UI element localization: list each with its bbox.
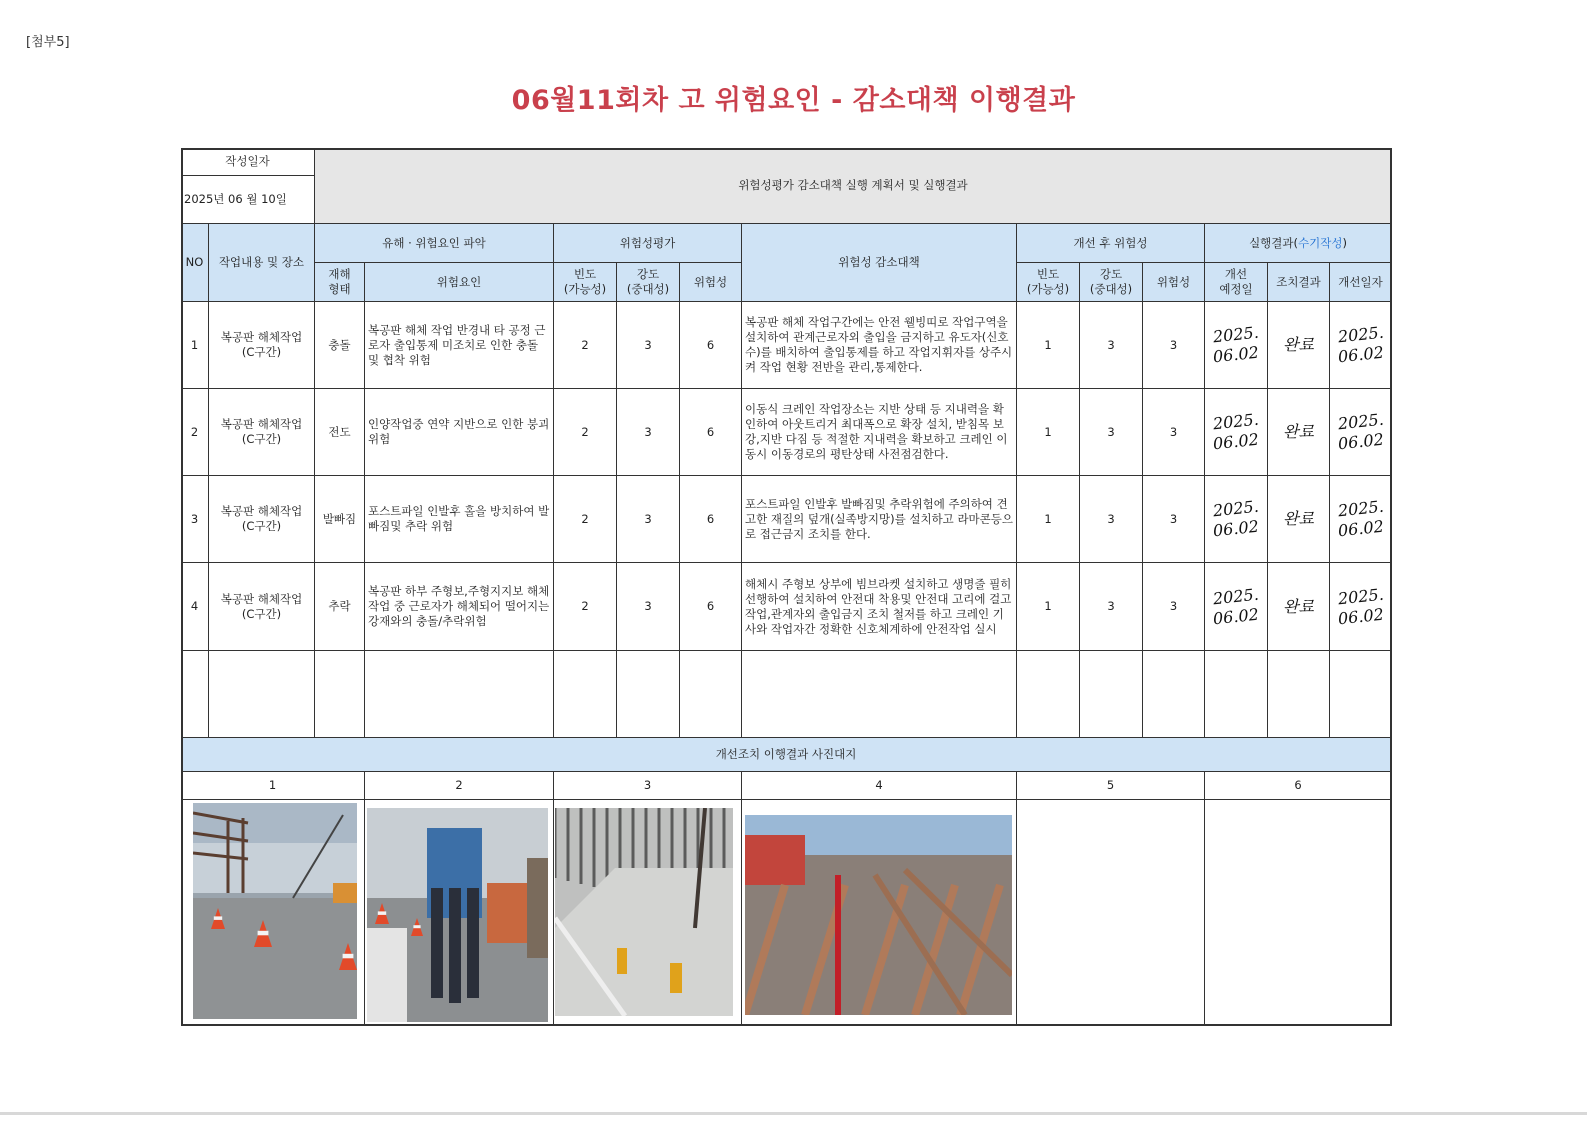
risk-assessment-table <box>181 148 1392 1026</box>
row-planned-date-handwritten <box>1205 563 1268 651</box>
date-value: 2025년 06 월 10일 <box>181 176 315 224</box>
row-after-severity: 3 <box>1080 563 1143 651</box>
col-frequency: 빈도 (가능성) <box>554 263 617 302</box>
photo-number: 6 <box>1205 772 1392 800</box>
empty-cell <box>1205 651 1268 738</box>
row-after-risk: 3 <box>1143 476 1205 563</box>
col-after-group: 개선 후 위험성 <box>1017 224 1205 263</box>
photo-1-image <box>193 803 357 1019</box>
photo-2-image <box>367 808 548 1022</box>
row-risk: 6 <box>680 476 742 563</box>
photo-3-image <box>555 808 733 1016</box>
empty-cell <box>209 651 315 738</box>
photo-number: 4 <box>742 772 1017 800</box>
row-after-frequency: 1 <box>1017 563 1080 651</box>
row-measures: 복공판 해체 작업구간에는 안전 웰빙띠로 작업구역을 설치하여 관계근로자외 출입을 금지하고 유도자(신호수)를 배치하여 출입통제를 하고 작업지휘자를 상주시켜 작업 현황 전반을 관리,통제한다. <box>742 302 1017 389</box>
row-no: 1 <box>181 302 209 389</box>
row-severity: 3 <box>617 476 680 563</box>
handwritten-text: 06.02 <box>1336 516 1385 541</box>
row-no: 3 <box>181 476 209 563</box>
handwritten-text: 06.02 <box>1336 429 1385 454</box>
row-work: 복공판 해체작업 (C구간) <box>209 563 315 651</box>
col-result-group <box>1205 224 1392 263</box>
row-no: 4 <box>181 563 209 651</box>
col-risk-group: 위험성평가 <box>554 224 742 263</box>
row-hazard: 포스트파일 인발후 홀을 방치하여 발빠짐및 추락 위험 <box>365 476 554 563</box>
handwritten-text: 2025. <box>1212 322 1260 347</box>
handwritten-text: 2025. <box>1336 322 1385 347</box>
handwritten-note-label: 수기작성 <box>1298 235 1343 250</box>
empty-cell <box>315 651 365 738</box>
row-work: 복공판 해체작업 (C구간) <box>209 389 315 476</box>
handwritten-text: 2025. <box>1212 409 1260 434</box>
col-after-frequency: 빈도 (가능성) <box>1017 263 1080 302</box>
empty-cell <box>1330 651 1392 738</box>
empty-cell <box>1143 651 1205 738</box>
col-hazard: 위험요인 <box>365 263 554 302</box>
row-risk: 6 <box>680 302 742 389</box>
row-work: 복공판 해체작업 (C구간) <box>209 476 315 563</box>
row-after-frequency: 1 <box>1017 302 1080 389</box>
row-after-frequency: 1 <box>1017 389 1080 476</box>
document-title: 위험성평가 감소대책 실행 계획서 및 실행결과 <box>315 148 1392 224</box>
photo-number: 1 <box>181 772 365 800</box>
row-after-frequency: 1 <box>1017 476 1080 563</box>
row-after-risk: 3 <box>1143 389 1205 476</box>
row-planned-date-handwritten <box>1205 389 1268 476</box>
handwritten-text: 2025. <box>1336 409 1385 434</box>
empty-cell <box>1268 651 1330 738</box>
row-frequency: 2 <box>554 302 617 389</box>
row-frequency: 2 <box>554 563 617 651</box>
row-after-severity: 3 <box>1080 476 1143 563</box>
col-after-severity: 강도 (중대성) <box>1080 263 1143 302</box>
col-after-risk: 위험성 <box>1143 263 1205 302</box>
photo-cell <box>1017 800 1205 1026</box>
photo-4-image <box>745 815 1012 1015</box>
row-measures: 이동식 크레인 작업장소는 지반 상태 등 지내력을 확인하여 아웃트리거 최대폭으로 확장 설치, 받침목 보강,지반 다짐 등 적절한 지내력을 확보하고 크레인 이동시 이동경로의 평탄상태 사전점검한다. <box>742 389 1017 476</box>
row-action-result-handwritten: 완료 <box>1268 389 1330 476</box>
row-planned-date-handwritten <box>1205 476 1268 563</box>
col-measures: 위험성 감소대책 <box>742 224 1017 302</box>
row-improved-date-handwritten <box>1330 563 1392 651</box>
row-after-risk: 3 <box>1143 563 1205 651</box>
row-after-severity: 3 <box>1080 302 1143 389</box>
empty-cell <box>680 651 742 738</box>
handwritten-text: 06.02 <box>1212 604 1260 628</box>
row-planned-date-handwritten <box>1205 302 1268 389</box>
photo-section-title: 개선조치 이행결과 사진대지 <box>181 738 1392 772</box>
row-action-result-handwritten: 완료 <box>1268 302 1330 389</box>
col-severity: 강도 (중대성) <box>617 263 680 302</box>
handwritten-text: 2025. <box>1212 496 1260 521</box>
row-hazard: 인양작업중 연약 지반으로 인한 붕괴위험 <box>365 389 554 476</box>
row-frequency: 2 <box>554 476 617 563</box>
row-severity: 3 <box>617 389 680 476</box>
row-improved-date-handwritten <box>1330 302 1392 389</box>
empty-cell <box>1017 651 1080 738</box>
empty-cell <box>1080 651 1143 738</box>
date-label: 작성일자 <box>181 148 315 176</box>
result-group-text: 실행결과( <box>1249 235 1298 250</box>
row-accident-type: 충돌 <box>315 302 365 389</box>
col-accident-type: 재해 형태 <box>315 263 365 302</box>
row-no: 2 <box>181 389 209 476</box>
row-accident-type: 발빠짐 <box>315 476 365 563</box>
attachment-label: [첨부5] <box>26 35 70 50</box>
col-risk: 위험성 <box>680 263 742 302</box>
row-hazard: 복공판 하부 주형보,주형지지보 해체 작업 중 근로자가 해체되어 떨어지는 강재와의 충돌/추락위험 <box>365 563 554 651</box>
col-hazard-group: 유해 · 위험요인 파악 <box>315 224 554 263</box>
empty-cell <box>365 651 554 738</box>
row-accident-type: 전도 <box>315 389 365 476</box>
handwritten-text: 2025. <box>1336 584 1385 608</box>
col-no: NO <box>181 224 209 302</box>
empty-cell <box>181 651 209 738</box>
row-frequency: 2 <box>554 389 617 476</box>
row-hazard: 복공판 해체 작업 반경내 타 공정 근로자 출입통제 미조치로 인한 충돌 및 협착 위험 <box>365 302 554 389</box>
row-risk: 6 <box>680 389 742 476</box>
page-bottom-edge <box>0 1112 1587 1115</box>
handwritten-text: 06.02 <box>1212 516 1260 541</box>
empty-cell <box>742 651 1017 738</box>
handwritten-text: 06.02 <box>1336 604 1385 628</box>
row-action-result-handwritten: 완료 <box>1268 476 1330 563</box>
row-after-severity: 3 <box>1080 389 1143 476</box>
result-group-text: ) <box>1342 235 1347 250</box>
handwritten-text: 06.02 <box>1212 342 1260 367</box>
handwritten-text: 06.02 <box>1212 429 1260 454</box>
page-title: 06월11회차 고 위험요인 - 감소대책 이행결과 <box>511 85 1076 116</box>
col-work: 작업내용 및 장소 <box>209 224 315 302</box>
row-risk: 6 <box>680 563 742 651</box>
col-action-result: 조치결과 <box>1268 263 1330 302</box>
handwritten-text: 06.02 <box>1336 342 1385 367</box>
row-measures: 포스트파일 인발후 발빠짐및 추락위험에 주의하여 견고한 재질의 덮개(실족방지망)를 설치하고 라마콘등으로 접근금지 조치를 한다. <box>742 476 1017 563</box>
handwritten-text: 2025. <box>1212 584 1260 608</box>
handwritten-text: 2025. <box>1336 496 1385 521</box>
row-work: 복공판 해체작업 (C구간) <box>209 302 315 389</box>
col-improved-date: 개선일자 <box>1330 263 1392 302</box>
photo-number: 3 <box>554 772 742 800</box>
empty-cell <box>617 651 680 738</box>
col-planned-date: 개선 예정일 <box>1205 263 1268 302</box>
photo-number: 5 <box>1017 772 1205 800</box>
row-improved-date-handwritten <box>1330 389 1392 476</box>
row-severity: 3 <box>617 302 680 389</box>
row-severity: 3 <box>617 563 680 651</box>
row-improved-date-handwritten <box>1330 476 1392 563</box>
row-action-result-handwritten: 완료 <box>1268 563 1330 651</box>
row-accident-type: 추락 <box>315 563 365 651</box>
row-measures: 해체시 주형보 상부에 빔브라켓 설치하고 생명줄 필히 선행하여 설치하여 안전대 착용및 안전대 고리에 걸고 작업,관계자외 출입금지 조치 철저를 하고 크레인 기사와 작업자간 정확한 신호체계하에 안전작업 실시 <box>742 563 1017 651</box>
empty-cell <box>554 651 617 738</box>
photo-cell <box>1205 800 1392 1026</box>
photo-number: 2 <box>365 772 554 800</box>
row-after-risk: 3 <box>1143 302 1205 389</box>
